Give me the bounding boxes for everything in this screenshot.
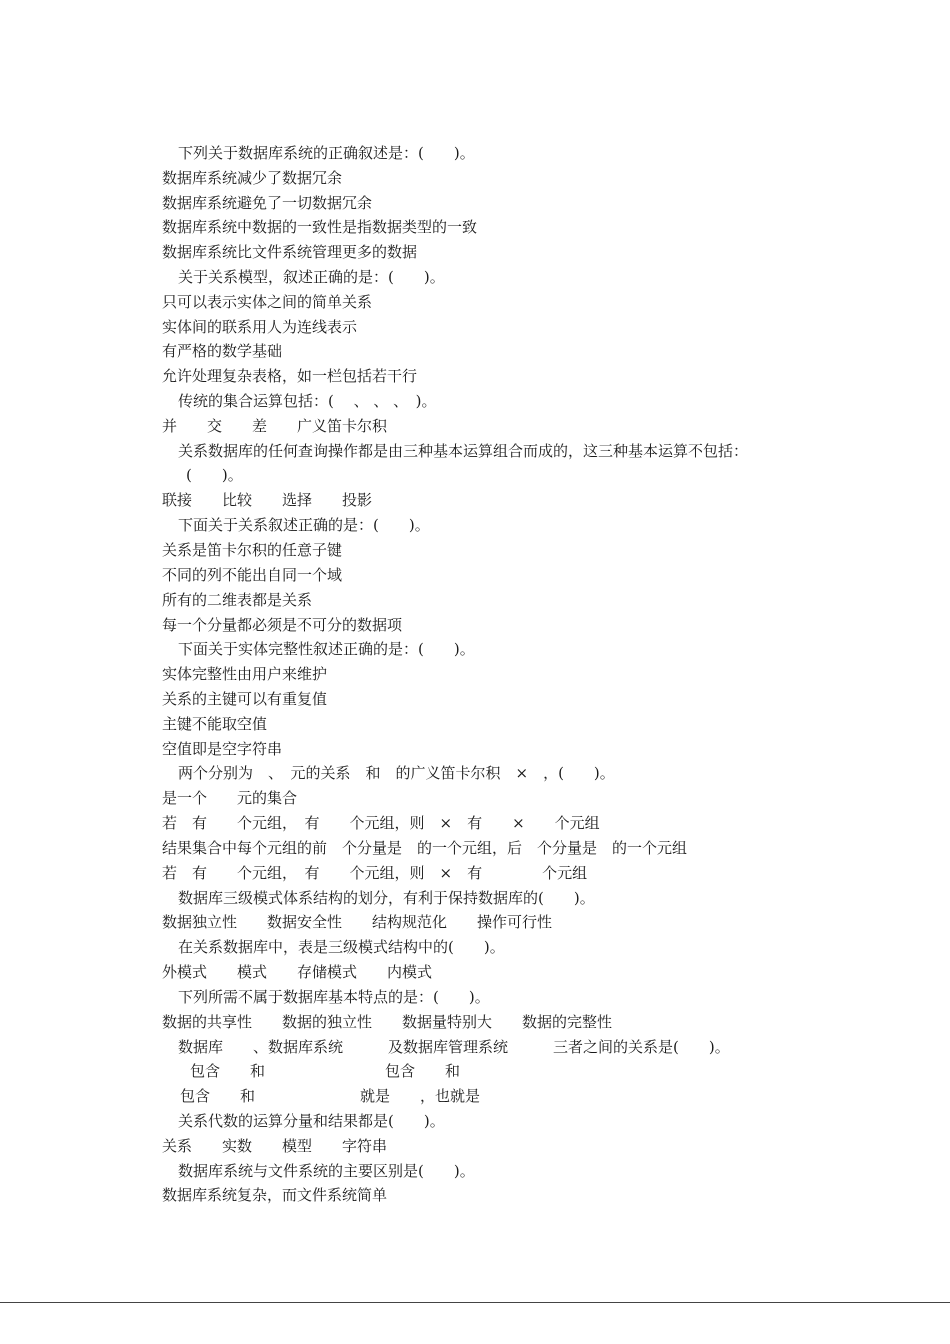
question-11: 数据库 、数据库系统 及数据库管理系统 三者之间的关系是( )。 xyxy=(178,1038,730,1056)
question-12-options: 关系 实数 模型 字符串 xyxy=(162,1137,388,1155)
question-6-option-c: 主键不能取空值 xyxy=(162,715,268,733)
question-4-options: 联接 比较 选择 投影 xyxy=(162,491,373,509)
question-4-continuation: ( )。 xyxy=(186,466,243,484)
question-7-option-c: 结果集合中每个元组的前 个分量是 的一个元组，后 个分量是 的一个元组 xyxy=(162,839,688,857)
question-9: 在关系数据库中，表是三级模式结构中的( )。 xyxy=(178,938,505,956)
question-8: 数据库三级模式体系结构的划分，有利于保持数据库的( )。 xyxy=(178,889,595,907)
question-8-options: 数据独立性 数据安全性 结构规范化 操作可行性 xyxy=(162,913,553,931)
question-7-option-d: 若 有 个元组， 有 个元组，则 × 有 个元组 xyxy=(162,864,588,882)
question-6-option-b: 关系的主键可以有重复值 xyxy=(162,690,328,708)
question-6-option-a: 实体完整性由用户来维护 xyxy=(162,665,328,683)
question-5: 下面关于关系叙述正确的是：( )。 xyxy=(178,516,430,534)
question-9-options: 外模式 模式 存储模式 内模式 xyxy=(162,963,433,981)
question-5-option-d: 每一个分量都必须是不可分的数据项 xyxy=(162,616,403,634)
question-7: 两个分别为 、 元的关系 和 的广义笛卡尔积 × ，( )。 xyxy=(178,764,615,782)
question-3-options: 并 交 差 广义笛卡尔积 xyxy=(162,417,388,435)
question-13: 数据库系统与文件系统的主要区别是( )。 xyxy=(178,1162,475,1180)
question-11-options-cd: 包含 和 就是 ，也就是 xyxy=(180,1087,481,1105)
question-1-option-c: 数据库系统中数据的一致性是指数据类型的一致 xyxy=(162,218,478,236)
question-5-option-c: 所有的二维表都是关系 xyxy=(162,591,313,609)
question-10: 下列所需不属于数据库基本特点的是：( )。 xyxy=(178,988,490,1006)
question-6: 下面关于实体完整性叙述正确的是：( )。 xyxy=(178,640,475,658)
question-11-options-ab: 包含 和 包含 和 xyxy=(190,1062,461,1080)
question-1-option-d: 数据库系统比文件系统管理更多的数据 xyxy=(162,243,418,261)
question-1-option-b: 数据库系统避免了一切数据冗余 xyxy=(162,194,373,212)
question-2-option-a: 只可以表示实体之间的简单关系 xyxy=(162,293,373,311)
question-5-option-b: 不同的列不能出自同一个域 xyxy=(162,566,343,584)
question-1-option-a: 数据库系统减少了数据冗余 xyxy=(162,169,343,187)
question-1: 下列关于数据库系统的正确叙述是：( )。 xyxy=(178,144,475,162)
question-2-option-d: 允许处理复杂表格，如一栏包括若干行 xyxy=(162,367,418,385)
question-7-option-b: 若 有 个元组， 有 个元组，则 × 有 × 个元组 xyxy=(162,814,600,832)
question-10-options: 数据的共享性 数据的独立性 数据量特别大 数据的完整性 xyxy=(162,1013,613,1031)
question-3: 传统的集合运算包括：( 、 、 、 )。 xyxy=(178,392,437,410)
question-2-option-c: 有严格的数学基础 xyxy=(162,342,283,360)
question-12: 关系代数的运算分量和结果都是( )。 xyxy=(178,1112,445,1130)
question-6-option-d: 空值即是空字符串 xyxy=(162,740,283,758)
question-13-option-a: 数据库系统复杂，而文件系统简单 xyxy=(162,1186,388,1204)
question-2-option-b: 实体间的联系用人为连线表示 xyxy=(162,318,358,336)
question-4: 关系数据库的任何查询操作都是由三种基本运算组合而成的，这三种基本运算不包括： xyxy=(178,442,749,460)
question-5-option-a: 关系是笛卡尔积的任意子键 xyxy=(162,541,343,559)
question-7-option-a: 是一个 元的集合 xyxy=(162,789,298,807)
question-2: 关于关系模型，叙述正确的是：( )。 xyxy=(178,268,445,286)
footer-divider xyxy=(0,1302,950,1303)
